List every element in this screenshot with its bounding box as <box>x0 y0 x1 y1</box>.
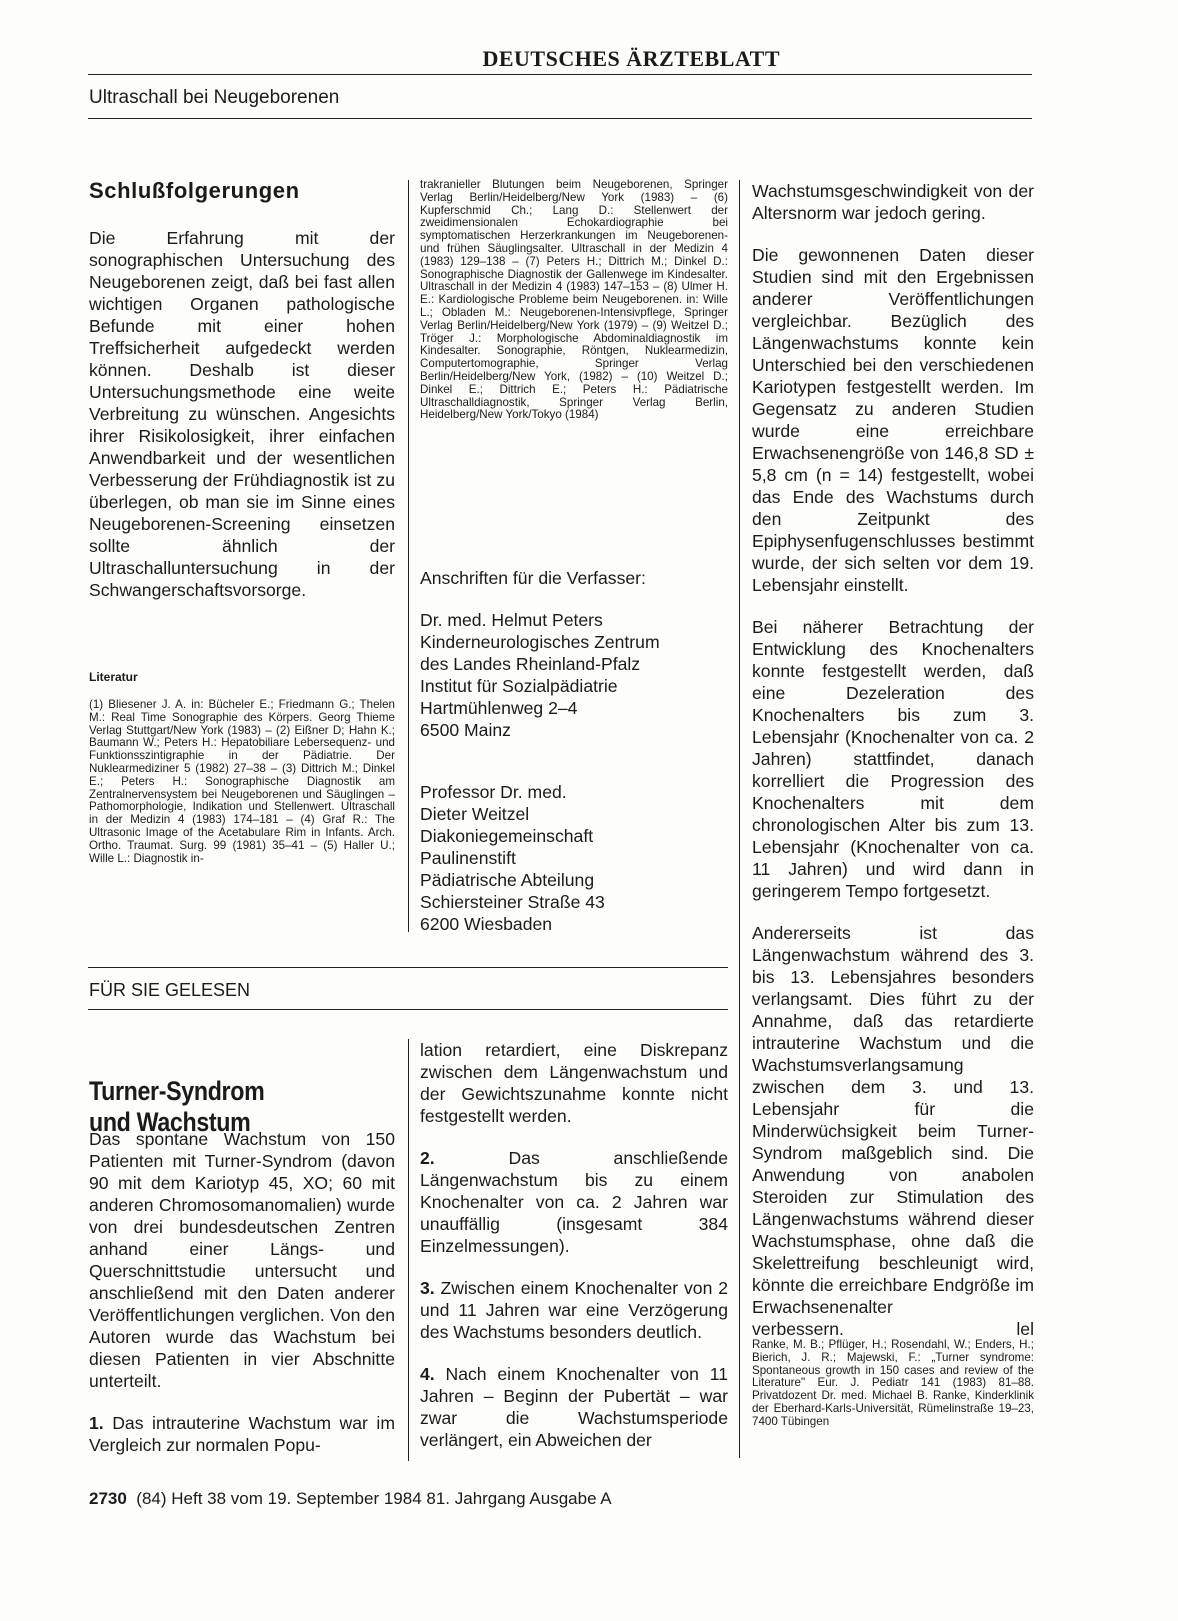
address-line: Diakoniegemeinschaft <box>420 826 594 846</box>
references-label: Literatur <box>89 670 138 684</box>
conclusions-heading: Schlußfolgerungen <box>89 178 300 203</box>
issue-info: (84) Heft 38 vom 19. September 1984 81. Jahrgang Ausgabe A <box>136 1489 612 1508</box>
paragraph: Bei näherer Betrachtung der Entwicklung des Knochenalters konnte festgestellt werden, daß eine Dezeleration des Knochenalters bis zum 3. Lebensjahr (Knochenalter von ca. 2 Jahren) stattfindet, danach korrelliert die Progression des Knochenalters mit dem chronologischen Alter bis zum 13. Lebensjahr (Knochenalter von ca. 11 Jahren) und wird dann in geringerem Tempo fortgesetzt. <box>752 617 1034 901</box>
address-line: Kinderneurologisches Zentrum <box>420 632 660 652</box>
address-line: Dr. med. Helmut Peters <box>420 610 603 630</box>
paragraph-text: Andererseits ist das Längenwachstum während des 3. bis 13. Lebensjahres besonders verlangsamt. Dies führt zu der Annahme, daß das retardierte intrauterine Wachstum und die Wachstumsverlangsamung zwischen dem 3. und 13. Lebensjahr für die Minderwüchsigkeit beim Turner-Syndrom maßgeblich sind. Die Anwendung von anabolen Steroiden zur Stimulation des Längenwachstums während dieser Wachstumsphase, ohne daß die Skelettreifung beschleunigt wird, könnte die erreichbare Endgröße im Erwachsenenalter verbessern. <box>752 923 1034 1339</box>
conclusions-text: Die Erfahrung mit der sonographischen Untersuchung des Neugeborenen zeigt, daß bei fast allen wichtigen Organen pathologische Befunde mit einer hohen Treffsicherheit aufgedeckt werden können. Deshalb ist dieser Untersuchungsmethode eine weite Verbreitung zu wünschen. Angesichts ihrer Risikolosigkeit, ihrer einfachen Anwendbarkeit und der wesentlichen Verbesserung der Frühdiagnostik ist zu überlegen, ob man sie im Sinne eines Neugeborenen-Screening einsetzen sollte ähnlich der Ultraschalluntersuchung in der Schwangerschaftsvorsorge. <box>89 228 395 600</box>
paragraph: Wachstumsgeschwindigkeit von der Altersnorm war jedoch gering. <box>752 181 1034 223</box>
article-intro: Das spontane Wachstum von 150 Patienten mit Turner-Syndrom (davon 90 mit dem Kariotyp 45, XO; 60 mit anderen Chromosomanomalien) wurde von drei bundesdeutschen Zentren anhand einer Längs- und Querschnittstudie untersucht und anschließend mit den Daten anderer Veröffentlichungen verglichen. Von den Autoren wurde das Wachstum bei diesen Patienten in vier Abschnitte unterteilt. <box>89 1129 395 1391</box>
point-number: 4. <box>420 1364 435 1384</box>
point-number: 3. <box>420 1278 435 1298</box>
article-title-line: Turner-Syndrom <box>89 1076 265 1106</box>
feature-rule-bottom <box>88 1009 728 1010</box>
page-number: 2730 <box>89 1489 127 1508</box>
address-line: Hartmühlenweg 2–4 <box>420 698 578 718</box>
article-point-3 <box>420 1277 728 1343</box>
addresses-label: Anschriften für die Verfasser: <box>420 568 646 588</box>
point-text: Das anschließende Längenwachstum bis zu einem Knochenalter von ca. 2 Jahren war unauffällig (insgesamt 384 Einzelmessungen). <box>420 1148 728 1256</box>
column-divider-1 <box>408 180 409 932</box>
article-point-4 <box>420 1363 728 1451</box>
references-part2: trakranieller Blutungen beim Neugeborenen, Springer Verlag Berlin/Heidelberg/New York (1983) – (6) Kupferschmid Ch.; Lang D.: Stellenwert der zweidimensionalen Echokardiographie bei symptomatischen Herzerkrankungen im Neugeborenen- und frühen Säuglingsalter. Ultraschall in der Medizin 4 (1983) 129–138 – (7) Peters H.; Dittrich M.; Dinkel D.: Sonographische Diagnostik der Gallenwege im Kindesalter. Ultraschall in der Medizin 4 (1983) 147–153 – (8) Ulmer H. E.: Kardiologische Probleme beim Neugeborenen. in: Wille L.; Obladen M.: Neugeborenen-Intensivpflege, Springer Verlag Berlin/Heidelberg/New York (1979) – (9) Weitzel D.; Tröger J.: Morphologische Abdominaldiagnostik im Kindesalter. Sonographie, Röntgen, Nuklearmedizin, Computertomographie, Springer Verlag Berlin/Heidelberg/New York, (1982) – (10) Weitzel D.; Dinkel E.; Dittrich E.; Peters H.: Pädiatrische Ultraschalldiagnostik, Springer Verlag Berlin, Heidelberg/New York/Tokyo (1984) <box>420 178 728 422</box>
article-title-line: und Wachstum <box>89 1107 251 1137</box>
paragraph <box>752 922 1034 1340</box>
article-column-2 <box>420 1039 728 1451</box>
point-text: Zwischen einem Knochenalter von 2 und 11 Jahren war eine Verzögerung des Wachstums besonders deutlich. <box>420 1278 728 1342</box>
feature-rule-top <box>88 967 728 968</box>
paragraph: Die gewonnenen Daten dieser Studien sind mit den Ergebnissen anderer Veröffentlichungen vergleichbar. Bezüglich des Längenwachstums konnte kein Unterschied bei den verschiedenen Kariotypen festgestellt werden. Im Gegensatz zu anderen Studien wurde eine erreichbare Erwachsenengröße von 146,8 SD ± 5,8 cm (n = 14) festgestellt, wobei das Ende des Wachstums durch den Zeitpunkt des Epiphysenfugenschlusses bestimmt wurde, der sich selten vor dem 19. Lebensjahr einstellt. <box>752 245 1034 595</box>
address-line: des Landes Rheinland-Pfalz <box>420 654 641 674</box>
point-number: 2. <box>420 1148 435 1168</box>
article-point-2 <box>420 1147 728 1257</box>
masthead: DEUTSCHES ÄRZTEBLATT <box>482 46 780 71</box>
address-line: 6200 Wiesbaden <box>420 914 553 934</box>
column-divider-2 <box>739 180 740 1458</box>
point-text: Nach einem Knochenalter von 11 Jahren – Beginn der Pubertät – war zwar die Wachstumsperiode verlängert, ein Abweichen der <box>420 1364 729 1450</box>
address-line: 6500 Mainz <box>420 720 511 740</box>
address-line: Schiersteiner Straße 43 <box>420 892 605 912</box>
author-signature: lel <box>1016 1319 1034 1339</box>
growth-text-column-3 <box>752 180 1034 1340</box>
address-line: Dieter Weitzel <box>420 804 530 824</box>
masthead-rule <box>88 74 1032 75</box>
feature-label: FÜR SIE GELESEN <box>89 980 251 1000</box>
section-title: Ultraschall bei Neugeborenen <box>89 87 340 108</box>
article-point-1 <box>89 1412 395 1456</box>
page-footer <box>89 1489 612 1509</box>
column-divider-article <box>408 1039 409 1461</box>
point-text: Das intrauterine Wachstum war im Vergleich zur normalen Popu- <box>89 1413 395 1455</box>
address-line: Institut für Sozialpädiatrie <box>420 676 618 696</box>
point-continuation: lation retardiert, eine Diskrepanz zwischen dem Längenwachstum und der Gewichtszunahme konnte nicht festgestellt werden. <box>420 1040 728 1126</box>
source-citation: Ranke, M. B.; Pflüger, H.; Rosendahl, W.; Enders, H.; Bierich, J. R.; Majewski, F.: „Turner syndrome: Spontaneous growth in 150 cases and review of the Literature" Eur. J. Pediatr 141 (1983) 81–88. Privatdozent Dr. med. Michael B. Ranke, Kinderklinik der Eberhard-Karls-Universität, Rümelinstraße 19–23, 7400 Tübingen <box>752 1338 1034 1428</box>
address-line: Paulinenstift <box>420 848 516 868</box>
address-peters <box>420 609 660 741</box>
references-part1: (1) Bliesener J. A. in: Bücheler E.; Friedmann G.; Thelen M.: Real Time Sonographie des Körpers. Georg Thieme Verlag Stuttgart/New York (1983) – (2) Eißner D; Hahn K.; Baumann W.; Peters H.: Hepatobiliare Lebersequenz- und Funktionsszintigraphie in der Pädiatrie. Der Nuklearmediziner 5 (1982) 27–38 – (3) Dittrich M.; Dinkel E.; Peters H.: Sonographische Diagnostik am Zentralnervensystem bei Neugeborenen und Säuglingen – Pathomorphologie, Indikation und Stellenwert. Ultraschall in der Medizin 4 (1983) 174–181 – (4) Graf R.: The Ultrasonic Image of the Acetabulare Rim in Infants. Arch. Ortho. Traumat. Surg. 99 (1981) 35–41 – (5) Haller U.; Wille L.: Diagnostik in- <box>89 698 395 865</box>
article-column-1 <box>89 1128 395 1456</box>
address-weitzel <box>420 781 605 935</box>
point-number: 1. <box>89 1413 104 1433</box>
header-rule <box>88 118 1032 119</box>
address-line: Pädiatrische Abteilung <box>420 870 595 890</box>
address-line: Professor Dr. med. <box>420 782 567 802</box>
